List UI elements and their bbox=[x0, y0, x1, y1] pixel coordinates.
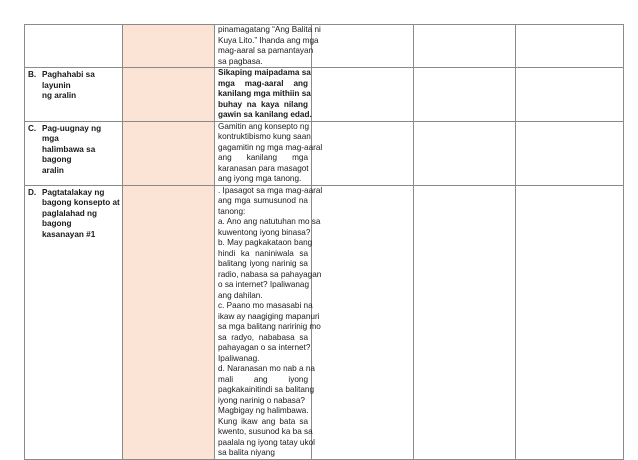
lesson-plan-body bbox=[25, 25, 624, 460]
step-label-cell bbox=[25, 25, 123, 68]
text-line: a. Ano ang natutuhan mo sa bbox=[218, 217, 321, 226]
text-line: balitang iyong narinig sa bbox=[218, 259, 308, 268]
text-line: b. May pagkakataon bang bbox=[218, 238, 313, 247]
step-label-cell bbox=[25, 121, 123, 185]
text-line: iyong narinig o nabasa? bbox=[218, 395, 305, 405]
step-label bbox=[25, 186, 122, 241]
procedure-content-cell bbox=[215, 185, 323, 459]
text-line: sa mga balitang naririnig mo bbox=[218, 322, 321, 331]
step-title: Paghahabi sa layunin ng aralin bbox=[42, 70, 95, 100]
text-line: kontruktibismo kung saan bbox=[218, 132, 311, 141]
text-line: ikaw ay naagiging mapanuri bbox=[218, 311, 320, 321]
text-line: . Ipasagot sa mga mag-aaral bbox=[218, 185, 323, 195]
text-line: Ipaliwanag. bbox=[218, 353, 260, 363]
procedure-content-cell bbox=[215, 121, 323, 185]
text-line: hindi ka naniniwala sa bbox=[218, 248, 308, 258]
text-line: ang mga sumusunod na bbox=[218, 196, 308, 205]
text-line: ang dahilan. bbox=[218, 290, 263, 300]
text-line: kanilang mga mithiin sa bbox=[218, 89, 311, 98]
text-line: pinamagatang “Ang Balita ni bbox=[218, 25, 321, 34]
text-line: pahayagan o sa internet? bbox=[218, 343, 311, 352]
step-letter: C. bbox=[28, 123, 37, 133]
text-line: mag-aaral sa pamantayan bbox=[218, 46, 314, 55]
text-line: d. Naranasan mo nab a na bbox=[218, 364, 315, 373]
shaded-blank-cell bbox=[123, 68, 215, 122]
procedure-content-cell bbox=[215, 25, 321, 68]
text-line: paalala ng iyong tatay ukol bbox=[218, 437, 315, 447]
text-line: sa radyo, nababasa sa bbox=[218, 332, 308, 342]
empty-cell bbox=[414, 68, 516, 122]
text-line: Magbigay ng halimbawa. bbox=[218, 406, 309, 415]
text-line: pagkakainitindi sa balitang bbox=[218, 385, 315, 394]
procedure-text bbox=[215, 185, 323, 459]
step-letter: D. bbox=[28, 187, 37, 197]
empty-cell bbox=[312, 121, 414, 185]
empty-cell bbox=[414, 121, 516, 185]
text-line: Kuya Lito.” Ihanda ang mga bbox=[218, 35, 319, 45]
step-label-cell bbox=[25, 68, 123, 122]
text-line: mali ang iyong bbox=[218, 374, 308, 384]
text-line: sa balita niyang bbox=[218, 448, 275, 457]
text-line: mga mag-aaral ang bbox=[218, 78, 308, 88]
text-line: kwento, susunod ka ba sa bbox=[218, 427, 313, 436]
empty-cell bbox=[414, 25, 516, 68]
text-line: ang iyong mga tanong. bbox=[218, 174, 302, 183]
procedure-content-cell bbox=[215, 68, 312, 122]
text-line: karanasan para masagot bbox=[218, 163, 309, 173]
empty-cell bbox=[516, 121, 624, 185]
text-line: Sikaping maipadama sa bbox=[218, 68, 311, 77]
text-line: o sa internet? Ipaliwanag bbox=[218, 280, 310, 289]
step-label bbox=[25, 122, 122, 177]
text-line: Kung ikaw ang bata sa bbox=[218, 416, 308, 426]
text-line: c. Paano mo masasabi na bbox=[218, 301, 313, 310]
empty-cell bbox=[516, 185, 624, 459]
empty-cell bbox=[312, 68, 414, 122]
procedure-text bbox=[215, 25, 321, 67]
shaded-blank-cell bbox=[123, 25, 215, 68]
lesson-row bbox=[25, 121, 624, 185]
text-line: kuwentong iyong binasa? bbox=[218, 227, 311, 237]
lesson-plan-table bbox=[24, 24, 624, 460]
text-line: sa pagbasa. bbox=[218, 56, 263, 66]
step-label bbox=[25, 68, 122, 102]
lesson-row bbox=[25, 25, 624, 68]
shaded-blank-cell bbox=[123, 185, 215, 459]
text-line: ang kanilang mga bbox=[218, 153, 308, 162]
empty-cell bbox=[516, 25, 624, 68]
text-line: gawin sa kanilang edad. bbox=[218, 110, 312, 119]
procedure-text bbox=[215, 68, 311, 121]
step-label-cell bbox=[25, 185, 123, 459]
text-line: tanong: bbox=[218, 206, 246, 216]
empty-cell bbox=[312, 25, 414, 68]
lesson-row bbox=[25, 68, 624, 122]
empty-cell bbox=[414, 185, 516, 459]
step-title: Pagtatalakay ng bagong konsepto at paglalahad ng bagong kasanayan #1 bbox=[42, 187, 120, 239]
text-line: gagamitin ng mga mag-aaral bbox=[218, 142, 323, 152]
empty-cell bbox=[516, 68, 624, 122]
lesson-row bbox=[25, 185, 624, 459]
text-line: buhay na kaya nilang bbox=[218, 99, 308, 109]
shaded-blank-cell bbox=[123, 121, 215, 185]
step-letter: B. bbox=[28, 70, 37, 79]
text-line: radio, nabasa sa pahayagan bbox=[218, 269, 322, 279]
text-line: Gamitin ang konsepto ng bbox=[218, 121, 310, 131]
step-title: Pag-uugnay ng mga halimbawa sa bagong aralin bbox=[42, 123, 102, 175]
empty-cell bbox=[312, 185, 414, 459]
procedure-text bbox=[215, 121, 323, 185]
